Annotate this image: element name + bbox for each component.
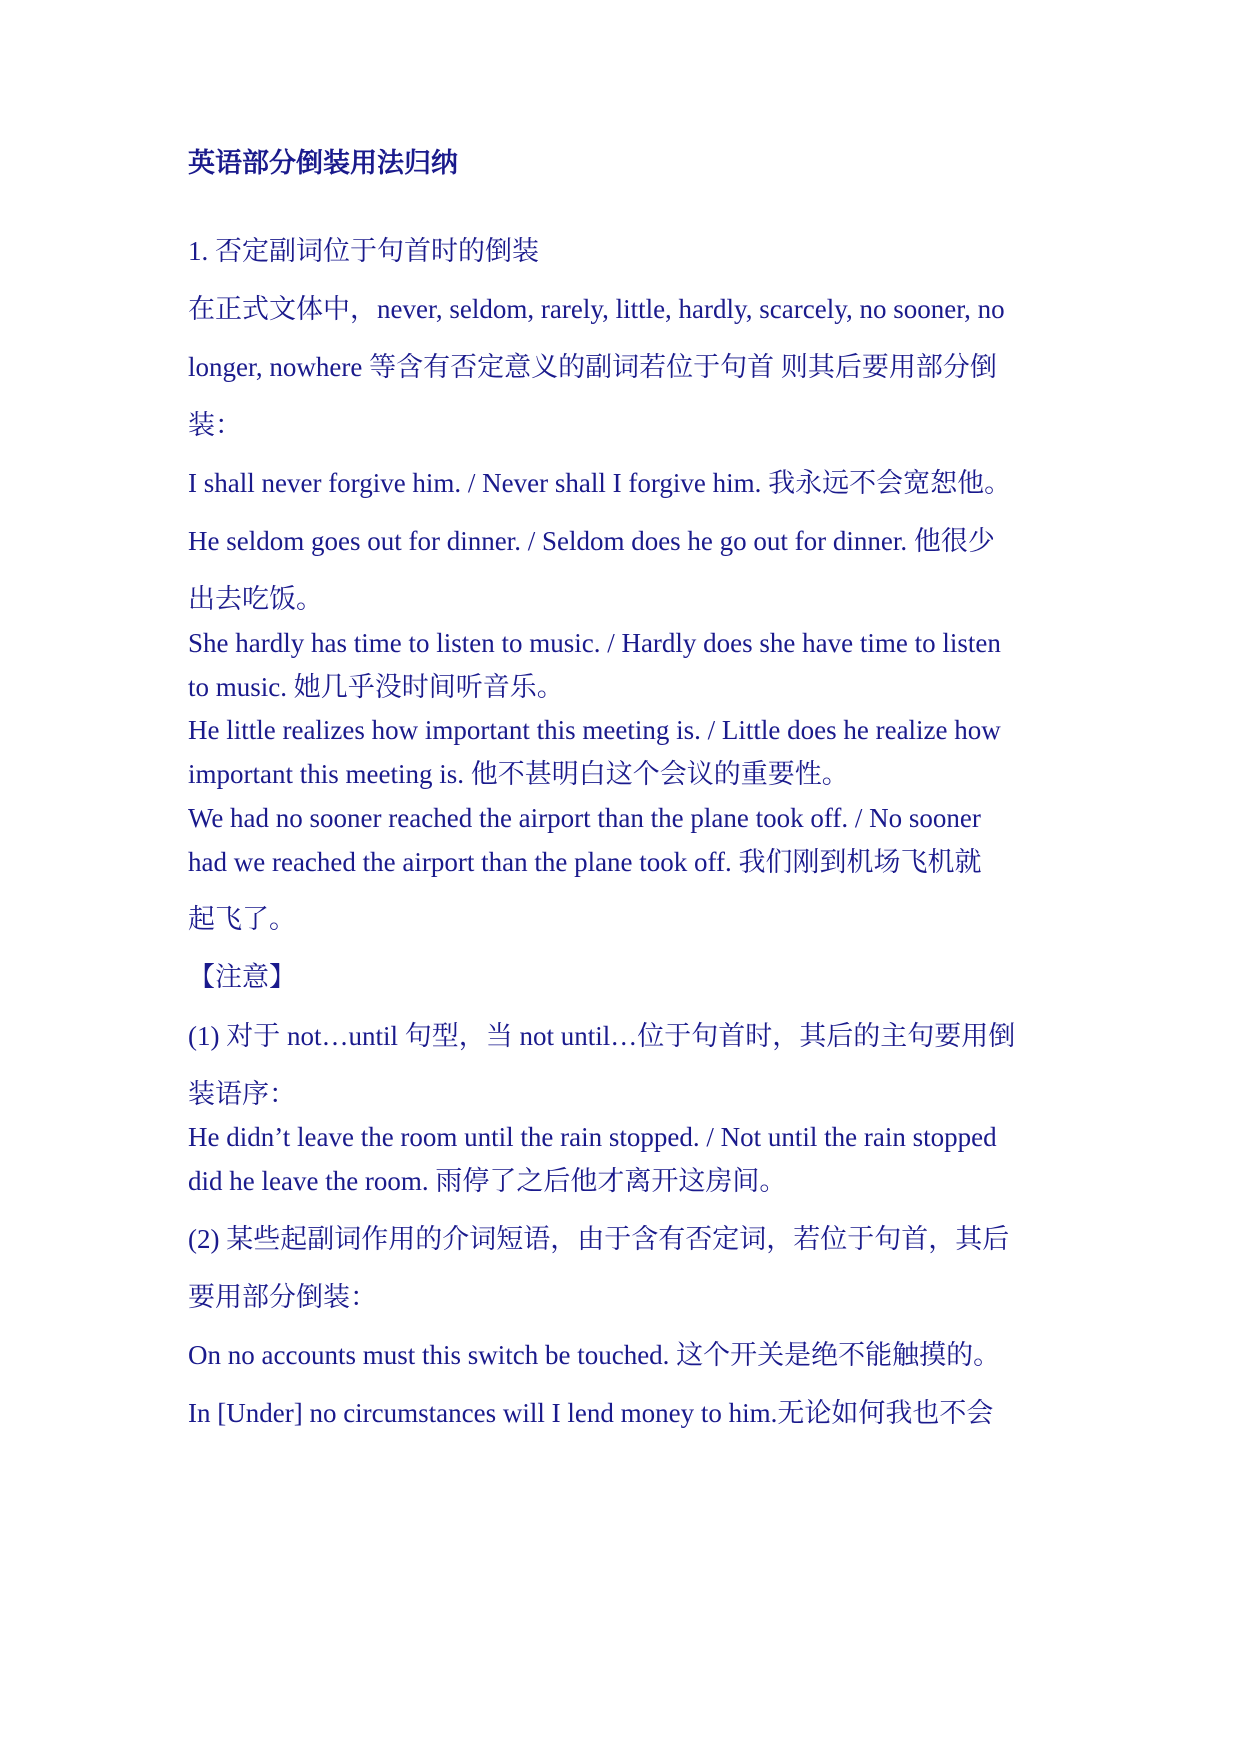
example-5-line-3: 起飞了。 [188,904,296,934]
example-5-line-2: had we reached the airport than the plane took off. 我们刚到机场飞机就 [188,847,982,877]
note-1-example-line-1: He didn’t leave the room until the rain stopped. / Not until the rain stopped [188,1122,997,1152]
example-2-line-1: He seldom goes out for dinner. / Seldom does he go out for dinner. 他很少 [188,526,995,556]
note-2-line-1: (2) 某些起副词作用的介词短语，由于含有否定词，若位于句首，其后 [188,1224,1010,1254]
note-2-example-2: In [Under] no circumstances will I lend money to him.无论如何我也不会 [188,1398,994,1428]
example-3-line-2: to music. 她几乎没时间听音乐。 [188,672,564,702]
example-3-line-1: She hardly has time to listen to music. / Hardly does she have time to listen [188,628,1001,658]
section-heading: 1. 否定副词位于句首时的倒装 [188,236,539,266]
note-2-line-2: 要用部分倒装： [188,1282,377,1312]
example-4-line-1: He little realizes how important this meeting is. / Little does he realize how [188,715,1001,745]
intro-line-3: 装： [188,410,242,440]
note-1-line-1: (1) 对于 not…until 句型，当 not until…位于句首时，其后的主句要用倒 [188,1021,1016,1051]
document-title: 英语部分倒装用法归纳 [188,148,458,179]
note-heading: 【注意】 [188,962,296,992]
note-2-example-1: On no accounts must this switch be touched. 这个开关是绝不能触摸的。 [188,1340,1001,1370]
example-5-line-1: We had no sooner reached the airport than the plane took off. / No sooner [188,803,981,833]
note-1-example-line-2: did he leave the room. 雨停了之后他才离开这房间。 [188,1166,787,1196]
example-2-line-2: 出去吃饭。 [188,584,323,614]
intro-line-2: longer, nowhere 等含有否定意义的副词若位于句首 则其后要用部分倒 [188,352,997,382]
intro-line-1: 在正式文体中，never, seldom, rarely, little, hardly, scarcely, no sooner, no [188,294,1005,324]
example-1: I shall never forgive him. / Never shall I forgive him. 我永远不会宽恕他。 [188,468,1012,498]
example-4-line-2: important this meeting is. 他不甚明白这个会议的重要性。 [188,759,849,789]
note-1-line-2: 装语序： [188,1079,296,1109]
